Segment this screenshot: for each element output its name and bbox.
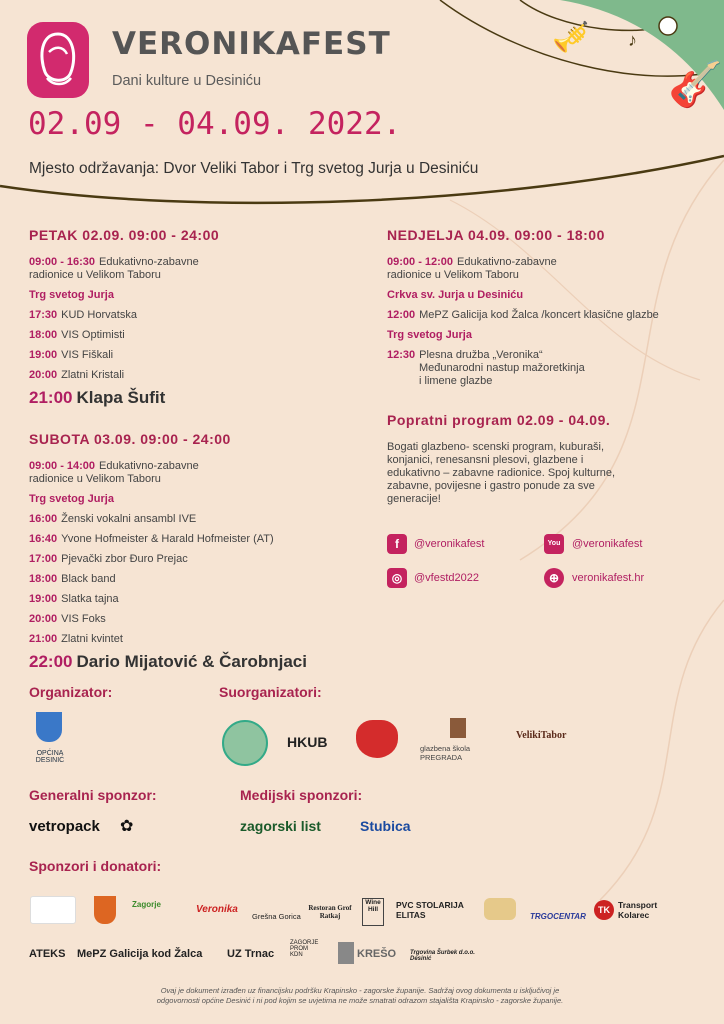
coorganizers-heading: Suorganizatori: [219,684,322,700]
text-line: konjanici, renesansni plesovi, glazbene i [387,454,584,466]
list-item [29,349,113,361]
sponsor-mepz: MePZ Galicija kod Žalca [77,948,203,960]
time: 16:00 [29,513,58,525]
performer: VIS Optimisti [61,329,125,341]
performer: Slatka tajna [61,593,119,605]
organizer-heading: Organizator: [29,684,113,700]
zagorski-list-logo: zagorski list [240,818,321,834]
sponsor-veronika: Veronika [196,904,238,915]
list-item [29,309,137,321]
time: 17:30 [29,309,58,321]
time: 21:00 [29,388,73,407]
trumpet-icon: 🎺 [552,21,590,54]
list-item [29,329,125,341]
sponsor-elitas: PVC STOLARIJA ELITAS [396,900,464,920]
performer: Dario Mijatović & Čarobnjaci [76,652,307,671]
time: 12:30 [387,349,416,361]
saturday-heading: SUBOTA 03.09. 09:00 - 24:00 [29,431,231,447]
performer: VIS Foks [61,613,106,625]
performer-line-3: i limene glazbe [419,375,493,387]
sunday-place-square: Trg svetog Jurja [387,329,472,341]
side-program-heading: Popratni program 02.09 - 04.09. [387,412,611,428]
time: 18:00 [29,329,58,341]
time: 20:00 [29,613,58,625]
text-line: edukativno – zabavne radionice. Spoj kulturne, [387,467,616,479]
veliki-tabor-logo: VelikiTabor [516,730,567,741]
facebook-link[interactable]: @veronikafest [414,538,485,550]
sponsor-zagorje-prom: ZAGORJE PROM KDN [290,940,319,958]
vetropack-mark-icon: ✿ [120,818,134,835]
time: 09:00 - 12:00 [387,256,454,268]
text-line: zabavne, povijesne i gastro ponude za sve [387,480,595,492]
performer: MePZ Galicija kod Žalca /koncert klasične glazbe [419,309,659,321]
sponsor-gresna-gorica: Grešna Gorica [252,912,301,921]
youtube-link[interactable]: @veronikafest [572,538,643,550]
performer: Yvone Hofmeister & Harald Hofmeister (AT) [61,533,274,545]
brand-title: VERONIKAFEST [112,26,391,62]
performer: Zlatni Kristali [61,369,125,381]
list-item [387,309,659,321]
text-line: Bogati glazbeno- scenski program, kuburaši, [387,441,605,453]
friday-place: Trg svetog Jurja [29,289,114,301]
performer: Pjevački zbor Đuro Prejac [61,553,188,565]
footer-line: odgovornosti općine Desinić i ni pod kojim se uvjetima ne može smatrati odrazom stajališta Krapinsko - zagorske županije. [156,996,564,1006]
performer: Klapa Šufit [76,388,166,407]
media-sponsors-heading: Medijski sponzori: [240,787,363,803]
performer: Plesna družba „Veronika“ [419,349,543,361]
guitar-icon: 🎸 [668,60,723,109]
workshop-text-2: radionice u Velikom Taboru [29,473,161,485]
workshop-text: Edukativno-zabavne [457,256,557,268]
list-item [29,553,188,565]
performer: Ženski vokalni ansambl IVE [61,513,197,525]
list-item [29,613,106,625]
vetropack-logo: vetropack [29,818,100,835]
time: 18:00 [29,573,58,585]
stubica-logo: Stubica [360,818,411,834]
footer-disclaimer [100,986,620,1006]
venue: Mjesto održavanja: Dvor Veliki Tabor i Trg svetog Jurja u Desiniću [29,160,479,177]
time: 22:00 [29,652,73,671]
hkub-logo: HKUB [287,734,328,750]
transport-logo-icon: TK [594,900,614,920]
sponsor-wine-hill: Wine Hill [362,898,384,926]
workshop-text-2: radionice u Velikom Taboru [387,269,519,281]
sunday-heading: NEDJELJA 04.09. 09:00 - 18:00 [387,227,605,243]
sponsor-kolarec: Transport Kolarec [618,900,658,920]
workshop-text: Edukativno-zabavne [99,460,199,472]
sunday-workshop [387,256,557,282]
globe-icon[interactable]: ⊕ [544,568,564,588]
organizer-logo-text: OPĆINA DESINIĆ [35,750,65,764]
list-item [29,633,123,645]
facebook-icon[interactable]: f [387,534,407,554]
time: 09:00 - 14:00 [29,460,96,472]
saturday-place: Trg svetog Jurja [29,493,114,505]
instagram-icon[interactable]: ◎ [387,568,407,588]
sponsors-heading: Sponzori i donatori: [29,858,162,874]
performer: VIS Fiškali [61,349,114,361]
general-sponsor-heading: Generalni sponzor: [29,787,157,803]
coorganizer-round-logo [222,720,268,766]
footer-line: Ovaj je dokument izrađen uz financijsku podršku Krapinsko - zagorske županije. Sadržaj ovog dokumenta u isključivoj je [160,986,560,995]
time: 09:00 - 16:30 [29,256,96,268]
list-item [29,593,119,605]
list-item [29,533,274,545]
list-item [29,513,196,525]
sponsor-crest-icon [484,898,516,920]
sponsor-zagorje: Zagorje [132,900,161,909]
music-note-icon: ♪ [628,30,637,50]
time: 12:00 [387,309,416,321]
performer-line-2: Međunarodni nastup mažoretkinja [419,362,585,374]
veronika-logo-icon [27,22,89,98]
sponsor-grof-ratkaj: Restoran Grof Ratkaj [308,904,352,920]
music-school-logo [420,718,490,762]
sponsor-shield-icon [338,942,354,964]
sponsor-ateks: ATEKS [29,948,66,960]
time: 16:40 [29,533,58,545]
music-school-name: glazbena škola PREGRADA [420,744,471,762]
performer: Zlatni kvintet [61,633,123,645]
workshop-text-2: radionice u Velikom Taboru [29,269,161,281]
sponsor-logo [30,896,76,924]
sunday-place-church: Crkva sv. Jurja u Desiniću [387,289,524,301]
time: 19:00 [29,593,58,605]
website-link[interactable]: veronikafest.hr [572,572,645,584]
workshop-text: Edukativno-zabavne [99,256,199,268]
text-line: generacije! [387,493,441,505]
saturday-workshop [29,460,199,486]
performer: Black band [61,573,116,585]
friday-headliner [29,388,165,408]
festival-dates: 02.09 - 04.09. 2022. [28,106,402,142]
crest-icon [94,896,116,924]
friday-workshop [29,256,199,282]
youtube-icon[interactable]: You [544,534,564,554]
list-item [29,369,124,381]
coat-of-arms-icon [36,712,62,742]
sponsor-trgocentar: TRGOCENTAR [530,912,586,921]
time: 17:00 [29,553,58,565]
performer: KUD Horvatska [61,309,137,321]
side-program-text [387,441,615,506]
sponsor-uz-trnac: UZ Trnac [227,948,275,960]
time: 21:00 [29,633,58,645]
time: 19:00 [29,349,58,361]
list-item [29,573,116,585]
instagram-link[interactable]: @vfestd2022 [414,572,479,584]
heart-logo-icon [356,720,398,758]
tagline: Dani kulture u Desiniću [112,73,262,89]
list-item [387,349,585,388]
sponsor-kreso: KREŠO [357,948,397,960]
friday-heading: PETAK 02.09. 09:00 - 24:00 [29,227,220,243]
time: 20:00 [29,369,58,381]
school-icon [450,718,466,738]
sponsor-surbek: Trgovina Šurbek d.o.o. Desinić [410,950,475,962]
saturday-headliner [29,652,307,672]
